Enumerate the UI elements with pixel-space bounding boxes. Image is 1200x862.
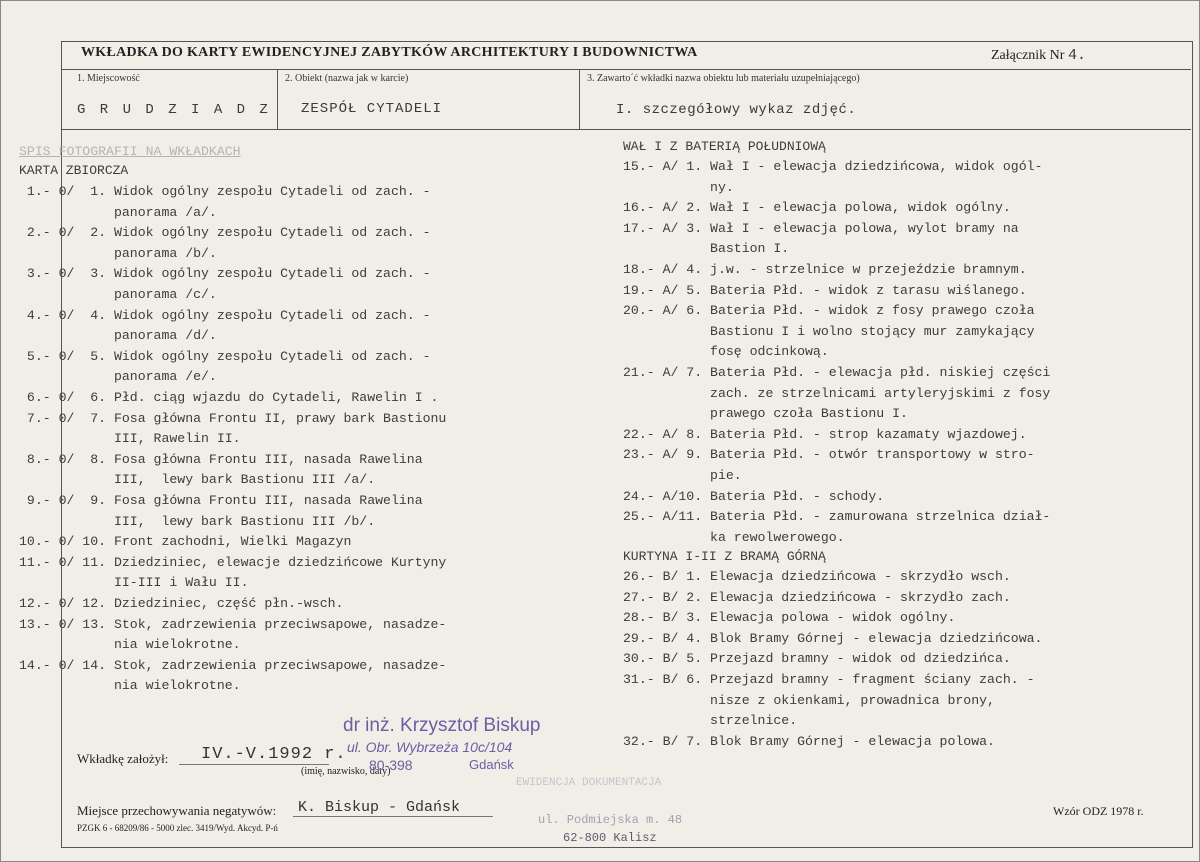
photo-list-line: 28.- B/ 3. Elewacja polowa - widok ogólny.	[623, 610, 956, 626]
made-by-caption: (imię, nazwisko, daty)	[301, 766, 391, 777]
negatives-label: Miejsce przechowywania negatywów:	[77, 803, 277, 818]
field-content-value: I. szczegółowy wykaz zdjęć.	[616, 102, 857, 118]
photo-list-line: Bastionu I i wolno stojący mur zamykający	[623, 323, 1035, 339]
photo-list-line: 20.- A/ 6. Bateria Płd. - widok z fosy prawego czoła	[623, 303, 1035, 319]
photo-list-line: 31.- B/ 6. Przejazd bramny - fragment ściany zach. -	[623, 672, 1035, 687]
photo-list-line: 29.- B/ 4. Blok Bramy Górnej - elewacja dziedzińcowa.	[623, 630, 1043, 646]
photo-list-line: II-III i Wału II.	[19, 575, 249, 591]
field-place-value: G R U D Z I A D Z	[77, 102, 271, 118]
photo-list-line: 22.- A/ 8. Bateria Płd. - strop kazamaty wjazdowej.	[623, 426, 1027, 442]
photo-list-line: 8.- 0/ 8. Fosa główna Frontu III, nasada Rawelina	[19, 451, 423, 467]
photo-list-line: 10.- 0/ 10. Front zachodni, Wielki Magazyn	[19, 534, 352, 550]
section-heading-karta: KARTA ZBIORCZA	[19, 163, 129, 178]
negatives-value: K. Biskup - Gdańsk	[298, 799, 461, 816]
field-divider-2	[579, 69, 580, 129]
photo-list-line: 1.- 0/ 1. Widok ogólny zespołu Cytadeli od zach. -	[19, 184, 431, 199]
photo-list-line: 7.- 0/ 7. Fosa główna Frontu II, prawy bark Bastionu	[19, 410, 447, 426]
field-object-value: ZESPÓŁ CYTADELI	[301, 101, 443, 117]
photo-list-line: 21.- A/ 7. Bateria Płd. - elewacja płd. niskiej części	[623, 365, 1051, 380]
photo-list-line: 12.- 0/ 12. Dziedziniec, część płn.-wsch.	[19, 596, 344, 611]
field-object-label: 2. Obiekt (nazwa jak w karcie)	[285, 73, 409, 84]
photo-list-line: nia wielokrotne.	[19, 637, 241, 653]
photo-list-line: 17.- A/ 3. Wał I - elewacja polowa, wylot bramy na	[623, 220, 1019, 236]
photo-list-line: 5.- 0/ 5. Widok ogólny zespołu Cytadeli od zach. -	[19, 348, 431, 364]
right-photo-list	[623, 137, 1193, 767]
card-title: WKŁADKA DO KARTY EWIDENCYJNEJ ZABYTKÓW ARCHITEKTURY I BUDOWNICTWA	[81, 45, 698, 60]
photo-list-line: panorama /a/.	[19, 204, 217, 220]
faint-heading: SPIS FOTOGRAFII NA WKŁADKACH	[19, 144, 241, 159]
print-info: PZGK 6 - 68209/86 - 5000 zlec. 3419/Wyd. Akcyd. P-ń	[77, 823, 278, 833]
photo-list-line: 3.- 0/ 3. Widok ogólny zespołu Cytadeli od zach. -	[19, 266, 431, 282]
stamp-address: ul. Obr. Wybrzeża 10c/104	[347, 739, 513, 755]
photo-list-line: III, lewy bark Bastionu III /b/.	[19, 513, 376, 529]
photo-list-line: 25.- A/11. Bateria Płd. - zamurowana strzelnica dział-	[623, 509, 1051, 525]
annex-label	[991, 47, 1086, 64]
photo-list-line: nisze z okienkami, prowadnica brony,	[623, 692, 995, 708]
photo-list-line: panorama /b/.	[19, 245, 217, 261]
photo-list-line: 23.- A/ 9. Bateria Płd. - otwór transportowy w stro-	[623, 447, 1035, 463]
stamp2-line3: 62-800 Kalisz	[563, 831, 657, 845]
photo-list-line: 30.- B/ 5. Przejazd bramny - widok od dziedzińca.	[623, 651, 1011, 667]
made-by-label: Wkładkę założył:	[77, 751, 169, 766]
photo-list-line: zach. ze strzelnicami artyleryjskimi z fosy	[623, 385, 1051, 401]
photo-list-line: 2.- 0/ 2. Widok ogólny zespołu Cytadeli od zach. -	[19, 225, 431, 241]
photo-list-line: 13.- 0/ 13. Stok, zadrzewienia przeciwsapowe, nasadze-	[19, 616, 447, 632]
negatives-underline	[293, 816, 493, 817]
stamp-postcode: 80-398	[369, 757, 413, 773]
stamp-name: dr inż. Krzysztof Biskup	[343, 715, 541, 736]
photo-list-line: 24.- A/10. Bateria Płd. - schody.	[623, 488, 885, 504]
photo-list-line: 32.- B/ 7. Blok Bramy Górnej - elewacja polowa.	[623, 733, 995, 749]
section-heading-kurtyna: KURTYNA I-II Z BRAMĄ GÓRNĄ	[623, 549, 826, 564]
photo-list-line: 15.- A/ 1. Wał I - elewacja dziedzińcowa, widok ogól-	[623, 159, 1043, 174]
photo-list-line: prawego czoła Bastionu I.	[623, 406, 908, 422]
fields-divider	[61, 129, 1191, 130]
made-by-value: IV.-V.1992 r.	[201, 745, 347, 764]
photo-list-line: 18.- A/ 4. j.w. - strzelnice w przejeździe bramnym.	[623, 262, 1027, 277]
annex-label-text: Załącznik Nr	[991, 48, 1065, 63]
made-by-underline	[179, 764, 329, 765]
photo-list-line: 14.- 0/ 14. Stok, zadrzewienia przeciwsapowe, nasadze-	[19, 657, 447, 673]
photo-list-line: panorama /e/.	[19, 369, 217, 385]
photo-list-line: nia wielokrotne.	[19, 678, 241, 694]
photo-list-line: III, Rawelin II.	[19, 431, 241, 447]
form-model: Wzór ODZ 1978 r.	[1053, 804, 1144, 818]
photo-list-line: Bastion I.	[623, 241, 790, 257]
photo-list-line: 4.- 0/ 4. Widok ogólny zespołu Cytadeli od zach. -	[19, 307, 431, 323]
left-photo-list	[19, 142, 599, 712]
photo-list-line: strzelnice.	[623, 713, 798, 729]
photo-list-line: 16.- A/ 2. Wał I - elewacja polowa, widok ogólny.	[623, 200, 1011, 216]
photo-list-line: 9.- 0/ 9. Fosa główna Frontu III, nasada Rawelina	[19, 493, 423, 508]
stamp-city: Gdańsk	[469, 757, 514, 772]
photo-list-line: 19.- A/ 5. Bateria Płd. - widok z tarasu wiślanego.	[623, 282, 1027, 298]
header-divider	[61, 69, 1191, 70]
section-heading-wal: WAŁ I Z BATERIĄ POŁUDNIOWĄ	[623, 139, 826, 154]
photo-list-line: panorama /c/.	[19, 287, 217, 302]
photo-list-line: fosę odcinkową.	[623, 344, 829, 360]
photo-list-line: 26.- B/ 1. Elewacja dziedzińcowa - skrzydło wsch.	[623, 569, 1011, 584]
field-content-label: 3. Zawarto´ć wkładki nazwa obiektu lub materiału uzupełniającego)	[587, 73, 860, 84]
photo-list-line: ny.	[623, 179, 734, 195]
field-place-label: 1. Miejscowość	[77, 73, 140, 84]
stamp2-line2: ul. Podmiejska m. 48	[538, 813, 683, 827]
photo-list-line: III, lewy bark Bastionu III /a/.	[19, 472, 376, 488]
stamp2-line1: EWIDENCJA DOKUMENTACJA	[516, 777, 662, 789]
annex-number: 4.	[1067, 47, 1086, 64]
photo-list-line: pie.	[623, 468, 742, 483]
photo-list-line: 27.- B/ 2. Elewacja dziedzińcowa - skrzydło zach.	[623, 589, 1011, 605]
photo-list-line: 6.- 0/ 6. Płd. ciąg wjazdu do Cytadeli, Rawelin I .	[19, 390, 439, 405]
field-divider-1	[277, 69, 278, 129]
photo-list-line: 11.- 0/ 11. Dziedziniec, elewacje dziedzińcowe Kurtyny	[19, 554, 447, 570]
photo-list-line: ka rewolwerowego.	[623, 529, 845, 545]
photo-list-line: panorama /d/.	[19, 328, 217, 344]
